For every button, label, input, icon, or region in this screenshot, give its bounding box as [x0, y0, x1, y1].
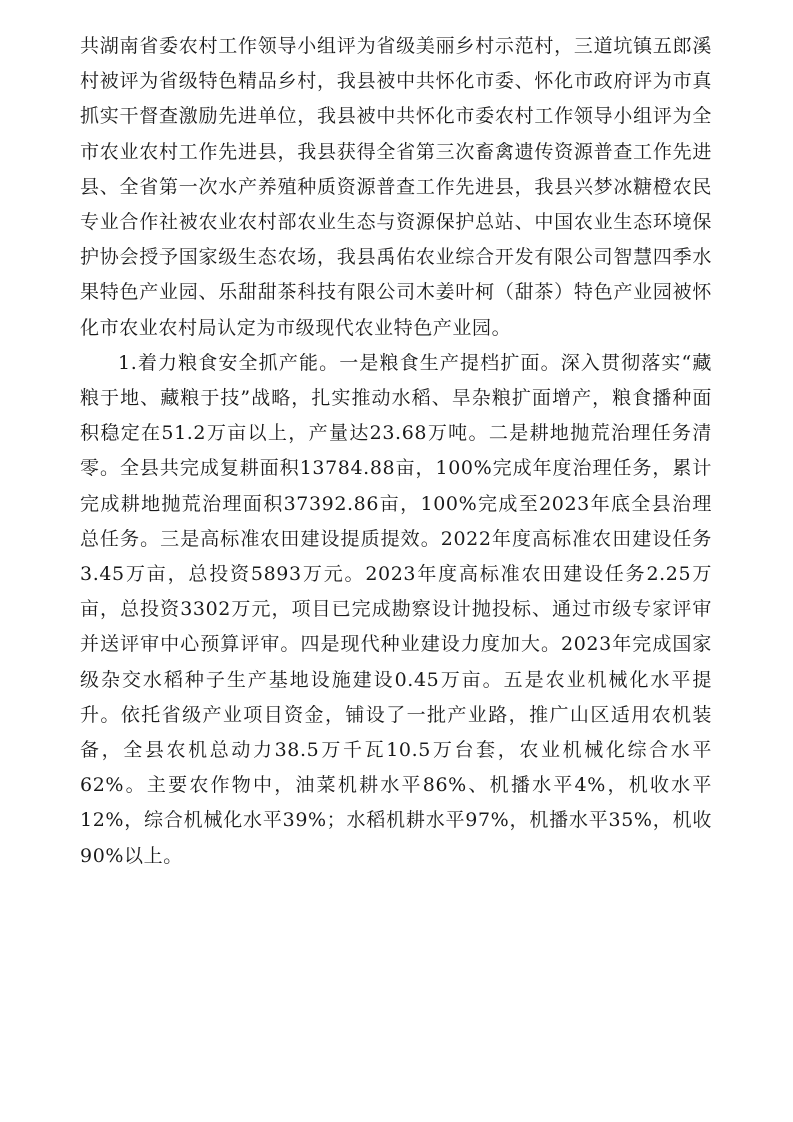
document-body	[80, 29, 712, 874]
paragraph-awards: 共湖南省委农村工作领导小组评为省级美丽乡村示范村，三道坑镇五郎溪村被评为省级特色精品乡村，我县被中共怀化市委、怀化市政府评为市真抓实干督查激励先进单位，我县被中共怀化市委农村工作领导小组评为全市农业农村工作先进县，我县获得全省第三次畜禽遗传资源普查工作先进县、全省第一次水产养殖种质资源普查工作先进县，我县兴梦冰糖橙农民专业合作社被农业农村部农业生态与资源保护总站、中国农业生态环境保护协会授予国家级生态农场，我县禹佑农业综合开发有限公司智慧四季水果特色产业园、乐甜甜茶科技有限公司木姜叶柯（甜茶）特色产业园被怀化市农业农村局认定为市级现代农业特色产业园。	[80, 35, 712, 339]
paragraph-grain-security: 1.着力粮食安全抓产能。一是粮食生产提档扩面。深入贯彻落实“藏粮于地、藏粮于技”战略，扎实推动水稻、旱杂粮扩面增产，粮食播种面积稳定在51.2万亩以上，产量达23.68万吨。二是耕地抛荒治理任务清零。全县共完成复耕面积13784.88亩，100%完成年度治理任务，累计完成耕地抛荒治理面积37392.86亩，100%完成至2023年底全县治理总任务。三是高标准农田建设提质提效。2022年度高标准农田建设任务3.45万亩，总投资5893万元。2023年度高标准农田建设任务2.25万亩，总投资3302万元，项目已完成勘察设计抛投标、通过市级专家评审并送评审中心预算评审。四是现代种业建设力度加大。2023年完成国家级杂交水稻种子生产基地设施建设0.45万亩。五是农业机械化水平提升。依托省级产业项目资金，铺设了一批产业路，推广山区适用农机装备，全县农机总动力38.5万千瓦10.5万台套，农业机械化综合水平62%。主要农作物中，油菜机耕水平86%、机播水平4%，机收水平12%，综合机械化水平39%；水稻机耕水平97%，机播水平35%，机收90%以上。	[80, 351, 712, 867]
